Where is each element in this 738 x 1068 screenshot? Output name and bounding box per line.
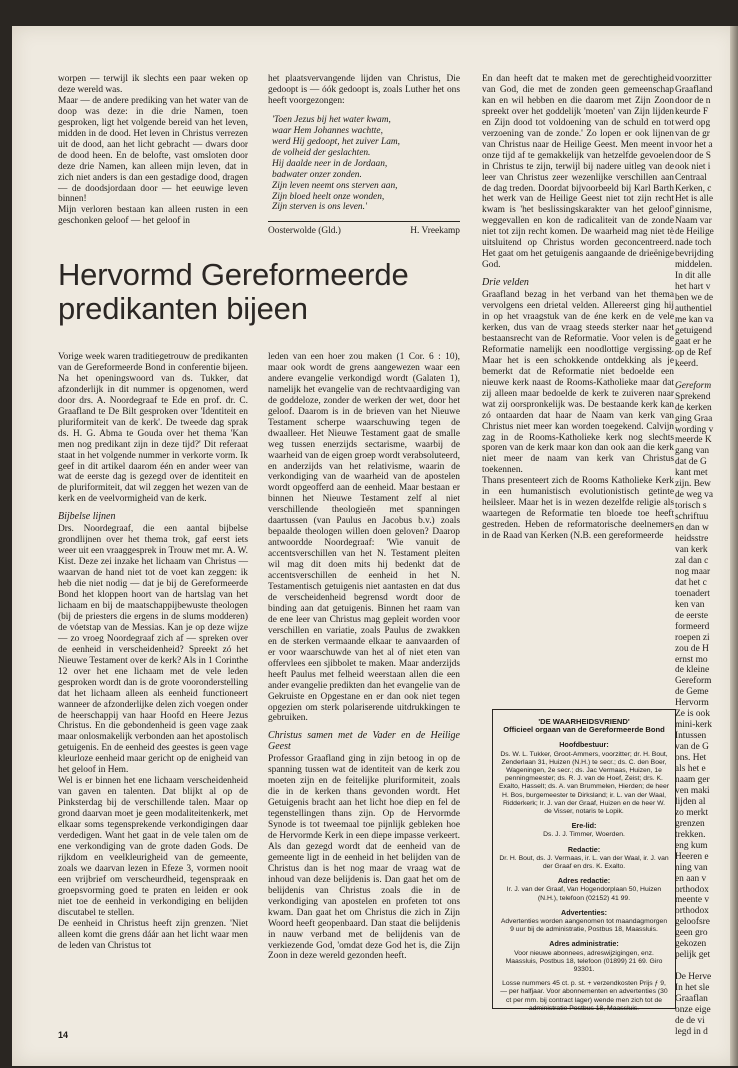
column-4-line: torisch s bbox=[675, 501, 707, 512]
column-4-line: door de n bbox=[675, 95, 711, 106]
paragraph: De eenheid in Christus heeft zijn grenzen. 'Niet alleen komt die grens dáár aan het licht waar men de leden van Christus tot bbox=[58, 918, 248, 951]
column-4-line: ernst mo bbox=[675, 654, 708, 665]
column-4-line: gekozen bbox=[675, 939, 707, 950]
colophon-text: Losse nummers 45 ct. p. st. + verzendkosten Prijs ƒ 9,— per halfjaar. Voor abonnementen en advertenties (30 ct per mm. bij contract lager) wende men zich tot de administratie Postbus 18, Maassluis. bbox=[500, 980, 668, 1012]
column-4-line: Graafland bbox=[675, 84, 713, 95]
column-4-line: eng kum bbox=[675, 840, 708, 851]
column-4-line: orthodox bbox=[675, 884, 709, 895]
colophon-section-heading: Adres administratie: bbox=[549, 939, 619, 949]
column-4-line: ning van bbox=[675, 862, 708, 873]
column-4-line: gang van bbox=[675, 446, 710, 457]
column-4-line: de Heilige bbox=[675, 227, 714, 238]
column-4-line: van kerk bbox=[675, 544, 708, 555]
column-4-line: voor het a bbox=[675, 139, 713, 150]
paragraph: Mijn verloren bestaan kan alleen rusten in een geschonken geloof — het geloof in bbox=[58, 205, 248, 227]
column-4-line: me kan va bbox=[675, 314, 714, 325]
column-4-line: de kerken bbox=[675, 402, 712, 413]
column-4-line: onze eige bbox=[675, 1005, 711, 1016]
poem-line: 'Toen Jezus bij het water kwam, bbox=[272, 114, 391, 125]
column-4-line: ons. Het bbox=[675, 753, 707, 764]
column-4-line: heidsstre bbox=[675, 534, 709, 545]
column-4-line: als het e bbox=[675, 764, 706, 775]
poem-line: Zijn leven neemt ons sterven aan, bbox=[272, 180, 398, 191]
column-4-line: dat het c bbox=[675, 577, 707, 588]
colophon-text: Ds. W. L. Tukker, Groot-Ammers, voorzitter; dr. H. Bout, Zenderlaan 31, Huizen (N.H.) te secr.; ds. C. den Boer, Wageningen, 2e secr.; ds. Jac Vermaas, Huizen, 1e penningmeester; ds. R. J. van de Hoef, Zeist; drs. K. Exalto, Hasselt; ds. A. van Brummelen, Hierden; de heer H. Bos, burgemeester te Dirksland; ir. L. van der Waal, Ridderkerk; Ir. J. van der Graaf, Huizen en de heer W. de Visser, notaris te Lopik. bbox=[499, 750, 670, 816]
column-4-line: gaat er he bbox=[675, 336, 712, 347]
paragraph: het plaatsvervangende lijden van Christus, Die gedoopt is — óók gedoopt is, zoals Luther het ons heeft voorgezongen: bbox=[268, 74, 460, 106]
column-4-line: ben we de bbox=[675, 293, 714, 304]
colophon-text: Ds. J. J. Timmer, Woerden. bbox=[543, 831, 625, 839]
place: Oosterwolde (Gld.) bbox=[268, 226, 341, 237]
colophon-text: Voor nieuwe abonnees, adreswijzigingen, enz. Maassluis, Postbus 18, telefoon (01899) 21 69. Giro 93301. bbox=[505, 949, 663, 974]
colophon-box bbox=[492, 709, 676, 1012]
column-4-line: keurde F bbox=[675, 106, 709, 117]
column-4-line: ginnisme, bbox=[675, 205, 712, 216]
poem-line: Zijn sterven is ons leven.' bbox=[272, 202, 367, 213]
colophon-text: Dr. H. Bout, ds. J. Vermaas, ir. L. van der Waal, ir. J. van der Graaf en drs. K. Exalto. bbox=[499, 854, 669, 871]
column-4-line: Heeren e bbox=[675, 851, 709, 862]
paragraph: Wel is er binnen het ene lichaam verscheidenheid van gaven en talenten. Dat blijkt al op de Pinksterdag bij de verschillende talen. Maar op grond daarvan moet je geen modaliteitenkerk, met elkaar soms tegensprekende verkondigingen daar verdedigen. Want het gaat in de vele talen om de ene verkondiging van de grote daden Gods. De rijkdom en veelkleurigheid van de gemeente, zoals we daarvan lezen in Efeze 3, vormen nooit een vrijbrief om verscheurdheid, tegenspraak en groepsvorming goed te praten en leiden er ook niet toe de eenheid in verkondiging en belijden discutabel te stellen. bbox=[58, 776, 248, 918]
column-3 bbox=[482, 74, 674, 542]
column-4-line: het hart v bbox=[675, 282, 711, 293]
paragraph: Professor Graafland ging in zijn betoog in op de spanning tussen wat de identiteit van de kerk zou moeten zijn en de feitelijke pluriformiteit, zoals die in de kerken thans gevonden wordt. Het Getuigenis bracht aan het licht hoe diep en fel de tegenstellingen thans zijn. Op de Hervormde Synode is tot tweemaal toe pijnlijk gebleken hoe de Hervormde Kerk in een diepe impasse verkeert. Als dan gezegd wordt dat de eenheid van de gemeente ligt in de eenheid in het belijden van de Christus dan is het nog maar de vraag wat de inhoud van deze belijdenis is. Dan gaat het om de belijdenis van Christus zoals die in de verkondiging van apostelen en profeten tot ons kwam. Dan gaat het om Christus die zich in Zijn Woord heeft geopenbaard. Dan staat die belijdenis in nauw verband met de belijdenis van de verkiezende God, 'omdat deze God het is, die Zijn Zoon in deze wereld gezonden heeft. bbox=[268, 754, 460, 962]
colophon-section-heading: Hoofdbestuur: bbox=[559, 740, 609, 750]
column-2-top bbox=[268, 74, 460, 237]
column-4-line: van de G bbox=[675, 742, 709, 753]
column-4-line: meerde K bbox=[675, 435, 712, 446]
column-4-line: grenzen bbox=[675, 818, 705, 829]
column-4-line: formeerd bbox=[675, 621, 710, 632]
poem-line: waar Hem Johannes wachtte, bbox=[272, 125, 383, 136]
column-4-line: de Geme bbox=[675, 687, 709, 698]
column-1-top bbox=[58, 74, 248, 227]
column-4-line: op de Ref bbox=[675, 347, 712, 358]
poem-line: Hij daalde neer in de Jordaan, bbox=[272, 158, 388, 169]
poem bbox=[272, 115, 460, 214]
column-4-line: In dit alle bbox=[675, 271, 711, 282]
article-headline bbox=[58, 258, 462, 326]
column-4-line: geen gro bbox=[675, 928, 708, 939]
column-4-cropped bbox=[675, 74, 731, 1038]
column-4-line: toenadert bbox=[675, 588, 710, 599]
colophon-section-heading: Advertenties: bbox=[561, 907, 607, 917]
paragraph: leden van een hoer zou maken (1 Cor. 6 : 10), maar ook wordt de grens aangewezen waar een andere evangelie verkondigd wordt (Galaten 1), namelijk het evangelie van de rechtvaardiging van de goddeloze, zonder de werken der wet, door het geloof. Daarom is in de brieven van het Nieuwe Testament scherpe waarschuwing tegen de dwaalleer. Het Nieuwe Testament gaat de smalle weg tussen enerzijds sectarisme, waarbij de waarheid van de eigen groep wordt verabsoluteerd, en anderzijds van het relativisme, waarin de verkondiging van de waarheid van de apostelen wordt opgeofferd aan de eenheid. Maar bestaan er binnen het Nieuwe Testament zelf al niet verschillende theologieën met spanningen daartussen (van Paulus en Jacobus b.v.) zoals bepaalde theologen willen doen geloven? Daarop antwoordde Noordegraaf: 'Wie vanuit de accentsverschillen van het N. Testament pleiten wil mag dit doen mits hij bedenkt dat de accentsverschillen de eenheid in het N. Testamentisch getuigenis niet aantasten en dat dus de verscheidenheid begrensd wordt door de binding aan dat getuigenis. Binnen het raam van de ene leer van Christus mag gepleit worden voor verschillen en variatie, zoals Paulus de zwakken en de sterken vermaande elkaar te aanvaarden of er voor waarschuwde van het al of niet eten van offervlees een sjibbolet te maken. Maar anderzijds heeft Paulus met felheid weerstaan allen die een ander evangelie predikten dan het evangelie van de Gekruiste en Opgestane en er dan ook niet tegen opgezien om sterk polariserende uitdrukkingen te gebruiken. bbox=[268, 352, 460, 724]
paragraph: Maar — de andere prediking van het water van de doop was deze: in die drie Namen, toen gesproken, ligt het volgende bereid van het leven, midden in de dood. Het leven in Christus verrezen uit de dood, aan het licht gebracht — dwars door de dood heen. En de belofte, vast omsloten door deze drie Namen, kan alleen mijn leven, dat in zich niet anders is dan een gestadige dood, dragen — de doodsjordaan door — het eeuwige leven binnen! bbox=[58, 95, 248, 205]
colophon-title: 'DE WAARHEIDSVRIEND' bbox=[538, 717, 630, 726]
colophon-text: Advertenties worden aangenomen tot maandagmorgen 9 uur bij de administratie, Postbus 18, Maassluis. bbox=[500, 918, 668, 934]
magazine-page bbox=[12, 26, 738, 1066]
column-4-line: Het is alle bbox=[675, 194, 714, 205]
column-4-line: Sprekend bbox=[675, 391, 711, 402]
column-4-line: legd in d bbox=[675, 1026, 708, 1037]
column-4-line: door de S bbox=[675, 150, 711, 161]
column-4-line: Ze is ook bbox=[675, 709, 710, 720]
poem-line: werd Hij gedoopt, het zuiver Lam, bbox=[272, 136, 401, 147]
column-4-line: Kerken, c bbox=[675, 183, 712, 194]
subheading: Drie velden bbox=[482, 277, 529, 289]
column-4-line: nog maar bbox=[675, 566, 711, 577]
column-4-line: de kleine bbox=[675, 665, 710, 676]
paragraph: Vorige week waren traditiegetrouw de predikanten van de Gereformeerde Bond in conferentie bijeen. Na het openingswoord van ds. Tukker, dat afzonderlijk in dit nummer is opgenomen, werd door drs. A. Noordegraaf te Ede en prof. dr. C. Graafland te De Bilt gesproken over 'Identiteit en pluriformiteit van de kerk'. De tweede dag sprak ds. H. G. Abma te Gouda over het thema 'Kan men nog predikant zijn in deze tijd?' Dit referaat staat in het volgende nummer in verkorte vorm. Ik geef in dit artikel daarom één en ander weer van wat de eerste dag is gezegd over de identiteit en de pluriformiteit, dat wil zeggen het wezen van de kerk en de veelvormigheid van de kerk. bbox=[58, 352, 248, 505]
column-4-line: naam ger bbox=[675, 775, 710, 785]
column-4-line: voorzitter bbox=[675, 74, 712, 84]
column-4-line: de de vi bbox=[675, 1015, 705, 1026]
column-4-line: geloofsre bbox=[675, 917, 710, 928]
column-4-line: meente v bbox=[675, 895, 710, 906]
headline-line-1: Hervormd Gereformeerde bbox=[58, 257, 409, 292]
colophon-section-heading: Ere-lid: bbox=[571, 821, 597, 831]
column-1-body bbox=[58, 352, 248, 951]
column-4-line: lijden al bbox=[675, 796, 706, 807]
paragraph: Thans presenteert zich de Rooms Katholieke Kerk in een humanistisch evolutionistisch getinte heilsleer. Maar het is in wezen dezelfde religie als waartegen de Reformatie ten bloede toe heeft gestreden. Heben de reformatorische deelnemers in de Raad van Kerken (N.B. een gereformeerde bbox=[482, 476, 674, 542]
signature-row bbox=[268, 221, 460, 237]
column-4-line: In het sle bbox=[675, 983, 710, 994]
column-4-line: pelijk get bbox=[675, 950, 711, 961]
column-4-line: ging Graa bbox=[675, 413, 713, 424]
column-4-line: dat de G bbox=[675, 457, 707, 468]
column-4-line: Intussen bbox=[675, 731, 707, 742]
page-number: 14 bbox=[58, 1030, 69, 1040]
paragraph: Graafland bezag in het verband van het thema vervolgens een drietal velden. Allereerst ging hij in op het vraagstuk van de éne kerk en de vele kerken, dus van de vraag steeds sterker naar het bestaansrecht van de Reformatie. Voor velen is de Reformatie namelijk een noodlottige vergissing. Maar het is een schokkende ontdekking als je bemerkt dat de Reformatie niet bedoelde een nieuwe kerk naast de Rooms-Katholieke maar dat zij alleen maar bedoelde de kerk te zuiveren naar wat zij oorspronkelijk was. De bestaande kerk kan zó ontaarden dat haar de Naam van kerk van Christus niet meer kan worden toegekend. Calvijn zag in de Rooms-Katholieke kerk nog slechts sporen van de kerk maar kon dan ook aan die kerk niet meer de naam van kerk van Christus toekennen. bbox=[482, 290, 674, 476]
column-4-line: Gereform bbox=[675, 380, 712, 391]
column-4-line: ook niet i bbox=[675, 161, 711, 172]
column-4-line: Centraal bbox=[675, 172, 707, 183]
column-4-line: getuigend bbox=[675, 325, 712, 336]
paragraph: En dan heeft dat te maken met de gerechtigheid van God, die met de zonden geen gemeenschap kan en wil hebben en die daarom met Zijn Zoon spreekt over het goddelijk 'moeten' van Zijn lijden en Zijn dood tot voldoening van de schuld en tot verzoening van de zonde.' Zo lopen er ook lijnen van Christus naar de Heilige Geest. Men meent in onze tijd af te gemakkelijk van hetzelfde gevoelen in Christus te zijn, terwijl bij nadere uitleg van de leer van Christus zeer wezenlijke verschillen aan de dag treden. Doordat bijvoorbeeld bij Karl Barth het werk van de Heilige Geest niet tot zijn recht kwam is 'het beslissingskarakter van het geloof' weggevallen en kon de radicaliteit van de zonde niet tot zijn recht komen. De waarheid mag niet tè uitsluitend op Christus worden geconcentreerd. Het gaat om het getuigenis aangaande de drieënige God. bbox=[482, 74, 674, 271]
column-4-line bbox=[675, 370, 731, 381]
colophon-text: Ir. J. van der Graaf, Van Hogendorplaan 50, Huizen (N.H.), telefoon (02152) 41 99. bbox=[506, 886, 662, 902]
column-4-line: en dan w bbox=[675, 523, 709, 534]
column-4-line: trekken. bbox=[675, 829, 706, 840]
column-4-line: orthodox bbox=[675, 906, 709, 917]
column-4-line: mini-kerk bbox=[675, 720, 712, 731]
column-4-line: en aan v bbox=[675, 873, 707, 884]
poem-line: badwater onzer zonden. bbox=[272, 169, 362, 180]
column-4-line: Naam var bbox=[675, 216, 712, 227]
column-4-line: De Herve bbox=[675, 972, 712, 983]
poem-line: Zijn bloed heelt onze wonden, bbox=[272, 191, 385, 202]
column-4-line: zou de H bbox=[675, 643, 709, 654]
column-4-line: roepen zi bbox=[675, 632, 710, 643]
colophon-section-heading: Adres redactie: bbox=[557, 876, 611, 886]
author: H. Vreekamp bbox=[410, 226, 460, 237]
column-4-line: wording v bbox=[675, 424, 714, 435]
column-4-line: keerd. bbox=[675, 358, 699, 369]
colophon-section-heading: Redactie: bbox=[567, 844, 601, 854]
column-4-line: schriftuu bbox=[675, 512, 709, 523]
paragraph: worpen — terwijl ik slechts een paar weken op deze wereld was. bbox=[58, 74, 248, 95]
column-4-line: kant met bbox=[675, 468, 708, 479]
column-4-line: Graaflan bbox=[675, 994, 708, 1005]
column-4-line: van de gr bbox=[675, 128, 710, 139]
subheading: Bijbelse lijnen bbox=[58, 511, 116, 523]
column-4-line: ven maki bbox=[675, 785, 710, 796]
column-4-line: Hervorm bbox=[675, 698, 709, 709]
poem-line: de volheid der geslachten. bbox=[272, 147, 371, 158]
paragraph: Drs. Noordegraaf, die een aantal bijbelse grondlijnen over het thema trok, gaf eerst iets weer uit een vraaggesprek in Trouw met mr. A. W. Kist. Deze zei inzake het lichaam van Christus — waarvan de hand niet tot de voet kan zeggen: ik heb die niet nodig — dat je bij de Gereformeerde Bond het kloppen hoort van de hartslag van het lichaam en bij de maatschappijbewuste theologen (bij de priesters die ergens in de slums modderen) de vóetstap van de Messias. Kan je op deze wijze — zo vroeg Noordegraaf zich af — spreken over de eenheid in verscheidenheid? Spreekt zó het Nieuwe Testament over de kerk? Als in 1 Corinthe 12 over het ene lichaam met de vele leden gesproken wordt dan is de grote vooronderstelling dat het lichaam alleen als eenheid functioneert wanneer de afzonderlijke delen zich voegen onder de heerschappij van haar Hoofd en Heere Jezus Christus. En die gebondenheid is geen vage zaak maar onlosmakelijk verbonden aan het apostolisch getuigenis. En de eenheid des geestes is geen vage kleurloze eenheid maar gericht op de enigheid van het geloof in Hem. bbox=[58, 524, 248, 776]
column-4-line: de eerste bbox=[675, 610, 709, 621]
column-4-line bbox=[675, 961, 731, 972]
column-4-line: nade toch bbox=[675, 238, 712, 249]
colophon-subtitle: Officieel orgaan van de Gereformeerde Bond bbox=[503, 725, 665, 735]
column-4-line: bevrijding bbox=[675, 249, 714, 260]
column-4-line: de weg va bbox=[675, 490, 714, 501]
column-4-line: middelen. bbox=[675, 260, 713, 271]
column-4-line: zo merkt bbox=[675, 807, 709, 818]
column-4-line: authentiel bbox=[675, 304, 712, 315]
headline-line-2: predikanten bijeen bbox=[58, 291, 308, 326]
subheading: Christus samen met de Vader en de Heilige Geest bbox=[268, 730, 460, 753]
column-4-line: werd opg bbox=[675, 117, 711, 128]
column-4-line: Gereform bbox=[675, 676, 712, 687]
column-2-body bbox=[268, 352, 460, 962]
column-4-line: ken van bbox=[675, 599, 705, 610]
column-4-line: zal dan c bbox=[675, 555, 709, 566]
column-4-line: zijn. Bew bbox=[675, 479, 711, 490]
